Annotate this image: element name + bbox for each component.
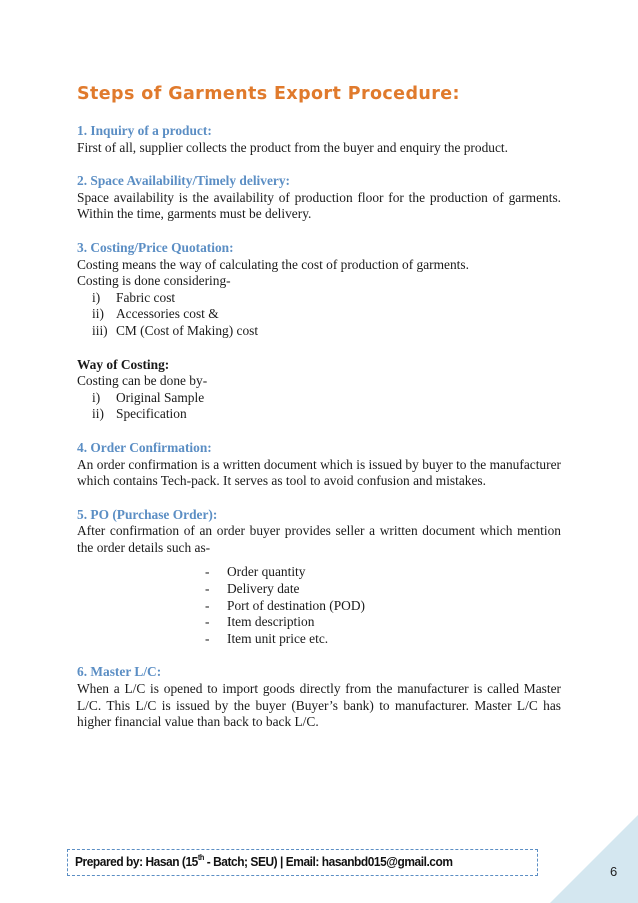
section-6-heading: 6. Master L/C: [77, 664, 162, 680]
section-2-text: Space availability is the availability of production floor for the production of garments. Within the time, garments must be delivery. [77, 189, 561, 222]
list-item: - Item description [205, 614, 315, 630]
list-item: - Port of destination (POD) [205, 597, 365, 613]
section-1-text: First of all, supplier collects the product from the buyer and enquiry the product. [77, 139, 508, 155]
list-item-text: Item description [227, 614, 315, 630]
section-3-heading: 3. Costing/Price Quotation: [77, 239, 234, 255]
list-item [77, 406, 561, 423]
page-title: Steps of Garments Export Procedure: [77, 84, 460, 104]
list-item: - Item unit price etc. [205, 630, 329, 646]
po-details-list [77, 564, 561, 647]
way-of-costing-text: Costing can be done by- [77, 373, 208, 389]
section-5-text: After confirmation of an order buyer provides seller a written document which mention the order details such as- [77, 523, 561, 555]
list-item [77, 323, 561, 340]
list-item-text: Original Sample [116, 389, 205, 405]
way-of-costing-heading: Way of Costing: [77, 356, 170, 372]
footer-credit: Prepared by: Hasan (15th - Batch; SEU) | Email: hasanbd015@gmail.com [75, 853, 453, 869]
list-item [77, 390, 561, 407]
list-item-number: i) [92, 289, 101, 305]
document-body [77, 123, 561, 731]
list-item-number: i) [92, 389, 101, 405]
list-item-text: Port of destination (POD) [227, 597, 365, 613]
section-3-line-1: Costing means the way of calculating the cost of production of garments. [77, 256, 469, 272]
section-3-line-2: Costing is done considering- [77, 273, 231, 289]
corner-decoration [550, 815, 638, 903]
list-item: - Delivery date [205, 581, 300, 597]
list-item [77, 290, 561, 307]
list-item-text: Delivery date [227, 581, 300, 597]
section-1-heading: 1. Inquiry of a product: [77, 123, 212, 138]
list-item-text: Fabric cost [116, 289, 176, 305]
section-4-heading: 4. Order Confirmation: [77, 439, 212, 455]
list-item: - Order quantity [205, 564, 306, 580]
list-item-number: iii) [92, 322, 108, 338]
section-2-heading: 2. Space Availability/Timely delivery: [77, 173, 290, 189]
list-item-text: Item unit price etc. [227, 630, 329, 646]
list-item-text: CM (Cost of Making) cost [116, 322, 259, 338]
section-5-heading: 5. PO (Purchase Order): [77, 506, 218, 522]
section-4-text: An order confirmation is a written document which is issued by buyer to the manufacturer which contains Tech-pack. It serves as tool to avoid confusion and mistakes. [77, 456, 561, 489]
list-item [77, 306, 561, 323]
list-item-text: Accessories cost & [116, 306, 219, 322]
page-number: 6 [610, 864, 618, 879]
list-item-number: ii) [92, 406, 104, 422]
list-item-text: Order quantity [227, 564, 306, 580]
section-6-text: When a L/C is opened to import goods directly from the manufacturer is called Master L/C. This L/C is issued by the buyer (Buyer’s bank) to manufacturer. Master L/C has higher financial value than back to back L/C. [77, 681, 561, 730]
list-item-number: ii) [92, 306, 104, 322]
list-item-text: Specification [116, 406, 187, 422]
